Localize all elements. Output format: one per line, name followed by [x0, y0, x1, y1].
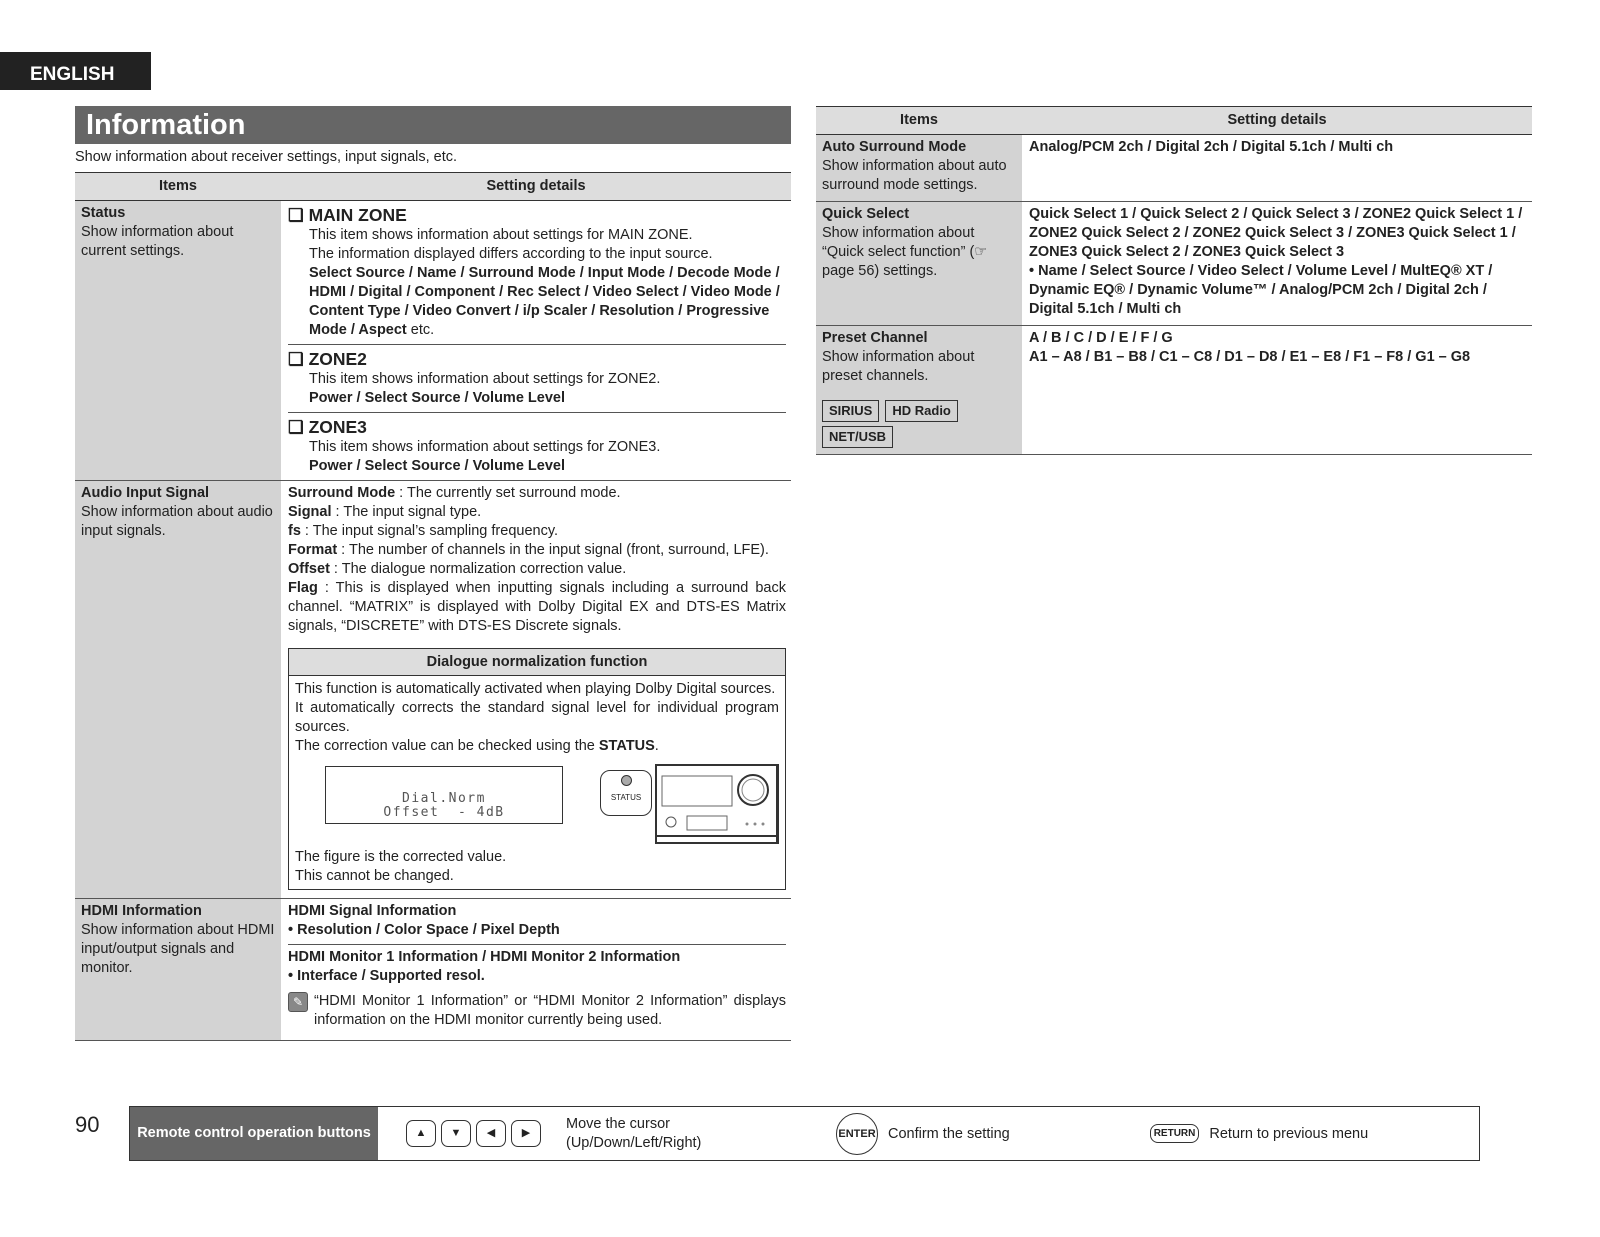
col-header-details: Setting details — [1022, 107, 1532, 135]
down-arrow-icon: ▼ — [441, 1120, 471, 1147]
status-button-callout — [600, 770, 652, 816]
field-label: Signal — [288, 504, 332, 520]
hdmi-signal-list: • Resolution / Color Space / Pixel Depth — [288, 922, 560, 938]
quick-select-details2: • Name / Select Source / Video Select / Volume Level / MultEQ® XT / Dynamic EQ® / Dynamic Volume™ / Analog/PCM 2ch / Digital 2ch / Digital 5.1ch / Multi ch — [1029, 263, 1493, 317]
field-text: : The currently set surround mode. — [395, 485, 621, 501]
zone2-list: Power / Select Source / Volume Level — [309, 390, 565, 406]
hd-radio-tag: HD Radio — [885, 400, 958, 422]
audio-field — [288, 579, 786, 636]
table-row-audio — [75, 481, 791, 899]
field-text: : The number of channels in the input signal (front, surround, LFE). — [337, 542, 769, 558]
dialogue-norm-title: Dialogue normalization function — [289, 649, 785, 676]
enter-text: Confirm the setting — [888, 1125, 1010, 1142]
lcd-display — [325, 766, 563, 824]
auto-surround-details: Analog/PCM 2ch / Digital 2ch / Digital 5.1ch / Multi ch — [1029, 139, 1394, 155]
right-column — [816, 106, 1532, 455]
item-desc-auto-surround: Show information about auto surround mode settings. — [822, 158, 1007, 193]
item-desc-hdmi: Show information about HDMI input/output signals and monitor. — [81, 922, 275, 976]
item-desc-audio: Show information about audio input signals. — [81, 504, 273, 539]
col-header-items: Items — [816, 107, 1022, 135]
remote-footer — [129, 1106, 1480, 1161]
main-zone-line2: The information displayed differs according to the input source. — [309, 246, 713, 262]
preset-details2: A1 – A8 / B1 – B8 / C1 – C8 / D1 – D8 / E1 – E8 / F1 – F8 / G1 – G8 — [1029, 349, 1471, 365]
right-arrow-icon: ▶ — [511, 1120, 541, 1147]
sirius-tag: SIRIUS — [822, 400, 879, 422]
box-note1: The figure is the corrected value. — [295, 849, 507, 865]
quick-select-details1: Quick Select 1 / Quick Select 2 / Quick Select 3 / ZONE2 Quick Select 1 / ZONE2 Quick Select 2 / ZONE2 Quick Select 3 / ZONE3 Quick Select 1 / ZONE3 Quick Select 2 / ZONE3 Quick Select 3 — [1029, 206, 1523, 260]
net-usb-tag: NET/USB — [822, 426, 893, 448]
audio-field — [288, 484, 786, 503]
field-text: : The dialogue normalization correction value. — [329, 561, 627, 577]
status-button-icon — [621, 775, 632, 786]
audio-field — [288, 522, 786, 541]
item-name-audio: Audio Input Signal — [81, 485, 210, 501]
item-desc-status: Show information about current settings. — [81, 224, 234, 259]
hdmi-note: “HDMI Monitor 1 Information” or “HDMI Monitor 2 Information” displays information on the HDMI monitor currently being used. — [314, 993, 786, 1028]
field-label: Flag — [288, 580, 318, 596]
zone2-section — [288, 345, 786, 413]
page-number: 90 — [75, 1112, 100, 1137]
receiver-icon — [655, 764, 779, 844]
field-label: Offset — [288, 561, 330, 577]
col-header-items: Items — [75, 173, 281, 201]
pencil-icon: ✎ — [288, 992, 308, 1012]
zone3-section — [288, 413, 786, 480]
col-header-details: Setting details — [281, 173, 791, 201]
status-label: STATUS — [610, 793, 642, 802]
enter-button-icon: ENTER — [836, 1113, 878, 1155]
field-label: Format — [288, 542, 338, 558]
field-text: : The input signal type. — [331, 504, 482, 520]
info-table-left — [75, 172, 791, 1041]
checkbox-icon: ❏ — [288, 205, 309, 225]
return-text: Return to previous menu — [1209, 1125, 1369, 1142]
item-desc-quick-select: Show information about “Quick select function” (☞page 56) settings. — [822, 225, 988, 279]
zone2-heading: ZONE2 — [308, 349, 367, 369]
move-cursor-text: Move the cursor (Up/Down/Left/Right) — [566, 1115, 702, 1151]
info-table-right — [816, 106, 1532, 455]
item-name-quick-select: Quick Select — [822, 206, 910, 222]
main-zone-section — [288, 201, 786, 345]
intro-text: Show information about receiver settings, input signals, etc. — [75, 149, 458, 165]
main-zone-line1: This item shows information about settings for MAIN ZONE. — [309, 227, 693, 243]
audio-field — [288, 560, 786, 579]
zone3-heading: ZONE3 — [308, 417, 367, 437]
main-zone-list: Select Source / Name / Surround Mode / Input Mode / Decode Mode / HDMI / Digital / Component / Rec Select / Video Select / Video Mode / Content Type / Video Convert / i/p Scaler / Resolution / Progressive Mode / Aspect — [309, 265, 780, 338]
item-name-auto-surround: Auto Surround Mode — [822, 139, 967, 155]
display-figure — [295, 764, 779, 844]
table-row-preset — [816, 326, 1532, 455]
hdmi-monitor-heading: HDMI Monitor 1 Information / HDMI Monitor 2 Information — [288, 949, 681, 965]
return-button-icon: RETURN — [1150, 1124, 1200, 1143]
page-title: Information — [75, 106, 791, 144]
main-zone-etc: etc. — [406, 322, 435, 338]
arrow-buttons — [406, 1120, 546, 1147]
box-note2: This cannot be changed. — [295, 868, 454, 884]
dialogue-norm-box — [288, 648, 786, 890]
checkbox-icon: ❏ — [288, 349, 309, 369]
table-row-status — [75, 201, 791, 481]
zone3-line1: This item shows information about settings for ZONE3. — [309, 439, 661, 455]
checkbox-icon: ❏ — [288, 417, 309, 437]
table-row-auto-surround — [816, 135, 1532, 202]
table-row-hdmi — [75, 899, 791, 1041]
main-zone-heading: MAIN ZONE — [308, 205, 407, 225]
item-name-preset: Preset Channel — [822, 330, 928, 346]
footer-label: Remote control operation buttons — [130, 1107, 378, 1160]
field-label: Surround Mode — [288, 485, 396, 501]
zone2-line1: This item shows information about settings for ZONE2. — [309, 371, 661, 387]
audio-field — [288, 503, 786, 522]
language-tab: ENGLISH — [0, 52, 151, 90]
lcd-line1: Dial.Norm — [402, 791, 486, 806]
hdmi-monitor-list: • Interface / Supported resol. — [288, 968, 485, 984]
audio-field — [288, 541, 786, 560]
field-label: fs — [288, 523, 301, 539]
box-line3: The correction value can be checked using the — [295, 738, 599, 754]
zone3-list: Power / Select Source / Volume Level — [309, 458, 565, 474]
box-line1: This function is automatically activated when playing Dolby Digital sources. — [295, 681, 776, 697]
left-column — [75, 106, 791, 1041]
box-line2: It automatically corrects the standard signal level for individual program sources. — [295, 700, 779, 735]
up-arrow-icon: ▲ — [406, 1120, 436, 1147]
hdmi-signal-heading: HDMI Signal Information — [288, 903, 457, 919]
left-arrow-icon: ◀ — [476, 1120, 506, 1147]
item-name-hdmi: HDMI Information — [81, 903, 202, 919]
field-text: : This is displayed when inputting signals including a surround back channel. “MATRIX” is displayed with Dolby Digital EX and DTS-ES Matrix signals, “DISCRETE” with DTS-ES Discrete signals. — [288, 580, 786, 634]
lcd-line2: Offset - 4dB — [383, 805, 505, 820]
item-desc-preset: Show information about preset channels. — [822, 349, 975, 384]
item-name-status: Status — [81, 205, 126, 221]
box-line3-end: . — [654, 738, 659, 754]
box-line3-bold: STATUS — [598, 738, 655, 754]
table-row-quick-select — [816, 202, 1532, 326]
preset-details1: A / B / C / D / E / F / G — [1029, 330, 1173, 346]
field-text: : The input signal’s sampling frequency. — [300, 523, 559, 539]
